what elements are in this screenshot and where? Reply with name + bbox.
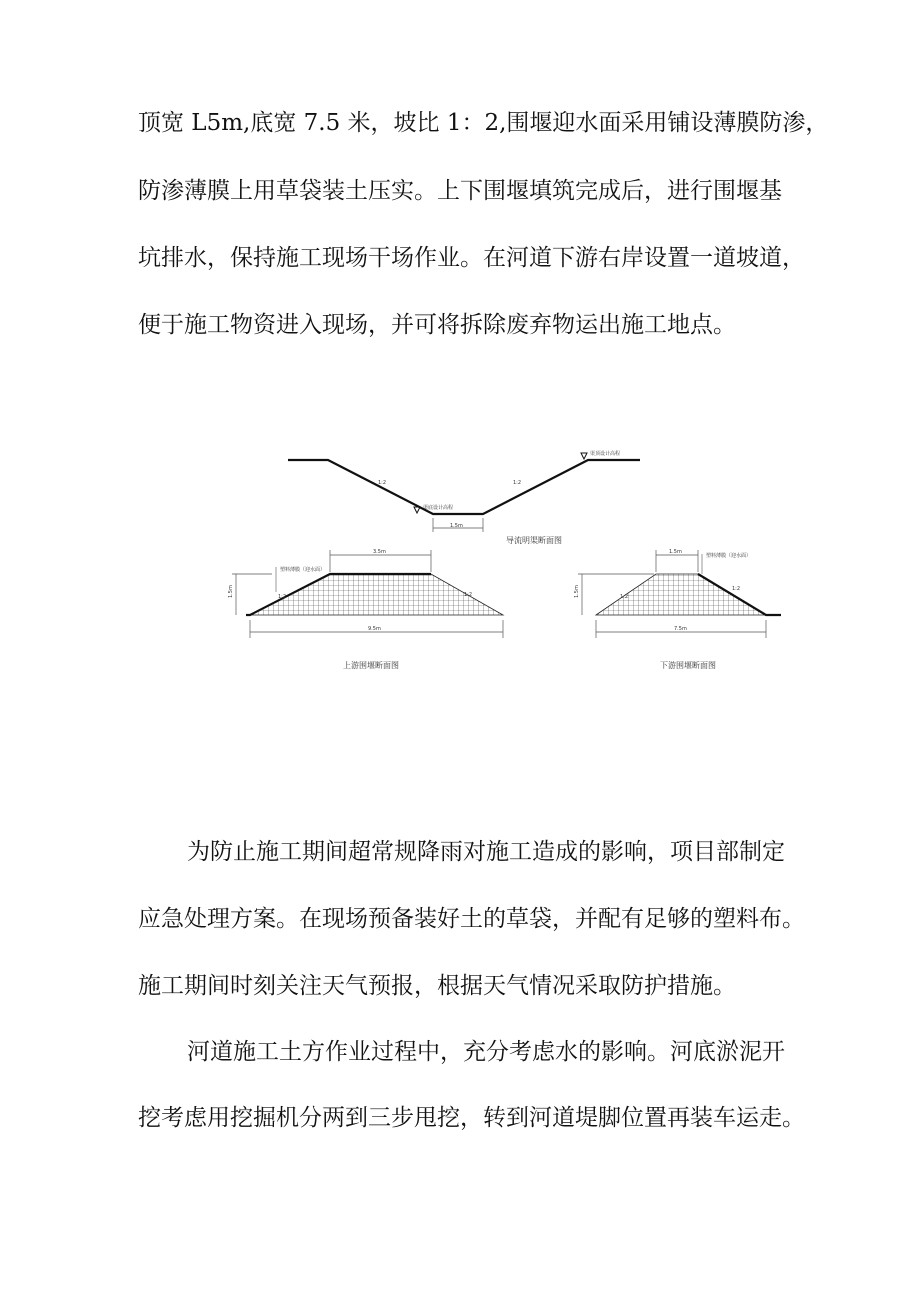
paragraph-3-line-2: 挖考虑用挖掘机分两到三步甩挖，转到河道堤脚位置再装车运走。 <box>138 1105 805 1131</box>
paragraph-1-line-3: 坑排水，保持施工现场干场作业。在河道下游右岸设置一道坡道， <box>138 245 805 271</box>
paragraph-2-line-2: 应急处理方案。在现场预备装好土的草袋，并配有足够的塑料布。 <box>138 906 805 932</box>
upstream-base-width: 9.5m <box>368 626 381 632</box>
paragraph-1-line-4: 便于施工物资进入现场，并可将拆除废弃物运出施工地点。 <box>138 312 736 338</box>
downstream-top-width: 1.5m <box>669 549 682 555</box>
downstream-base-width: 7.5m <box>674 626 687 632</box>
downstream-title: 下游围堰断面图 <box>660 661 716 670</box>
channel-right-slope: 1:2 <box>513 480 522 486</box>
upstream-membrane-label: 塑料薄膜（迎水面） <box>280 567 326 573</box>
downstream-right-slope: 1:2 <box>732 586 741 592</box>
downstream-membrane-label: 塑料薄膜（迎水面） <box>706 553 752 559</box>
paragraph-1-line-2: 防渗薄膜上用草袋装土压实。上下围堰填筑完成后，进行围堰基 <box>138 178 782 204</box>
channel-top-label: 渠顶设计高程 <box>590 451 621 457</box>
paragraph-2-line-3: 施工期间时刻关注天气预报，根据天气情况采取防护措施。 <box>138 973 736 999</box>
upstream-height: 1.5m <box>228 585 234 598</box>
channel-title: 导流明渠断面图 <box>506 536 562 545</box>
upstream-top-width: 3.5m <box>373 549 386 555</box>
channel-top-level-icon <box>581 453 587 459</box>
paragraph-1-line-1: 顶宽 L5m,底宽 7.5 米，坡比 1：2,围堰迎水面采用铺设薄膜防渗， <box>138 110 829 136</box>
downstream-left-slope: 1:2 <box>620 594 629 600</box>
channel-section <box>288 450 640 545</box>
paragraph-2-line-1: 为防止施工期间超常规降雨对施工造成的影响，项目部制定 <box>187 839 785 865</box>
channel-profile <box>288 460 640 514</box>
channel-bottom-level-icon <box>414 507 420 513</box>
upstream-cofferdam-section <box>228 549 503 670</box>
channel-bottom-width: 1.5m <box>450 523 463 529</box>
channel-left-slope: 1:2 <box>378 480 387 486</box>
channel-bottom-label: 渠底设计高程 <box>423 505 454 511</box>
downstream-cofferdam-section <box>574 549 781 670</box>
paragraph-3-line-1: 河道施工土方作业过程中，充分考虑水的影响。河底淤泥开 <box>187 1039 785 1065</box>
cofferdam-section-figure <box>228 440 798 680</box>
upstream-right-slope: 1:2 <box>464 592 473 598</box>
upstream-title: 上游围堰断面图 <box>343 661 399 670</box>
downstream-height: 1.5m <box>574 585 580 598</box>
upstream-left-slope: 1:2 <box>278 594 287 600</box>
